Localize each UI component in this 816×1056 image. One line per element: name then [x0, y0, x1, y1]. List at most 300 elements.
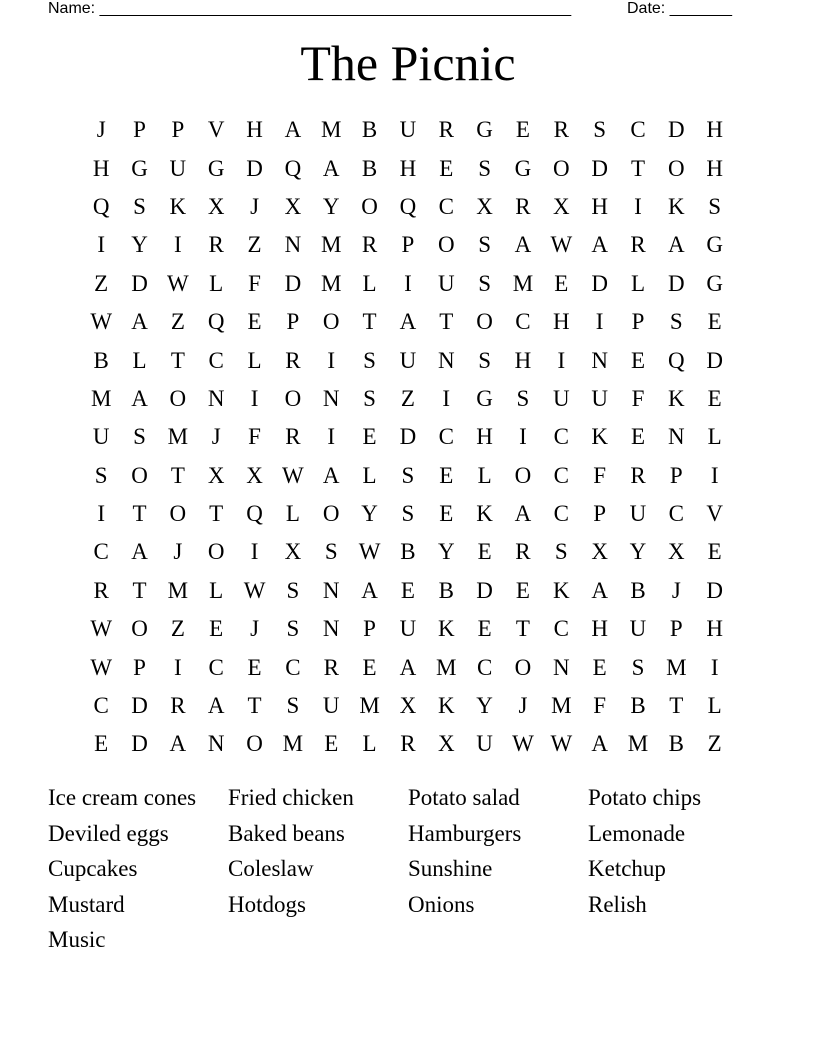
grid-letter[interactable]: S: [593, 117, 607, 143]
grid-letter[interactable]: M: [321, 270, 342, 296]
grid-letter[interactable]: I: [519, 424, 527, 450]
grid-letter[interactable]: R: [93, 577, 109, 603]
grid-letter[interactable]: E: [515, 117, 530, 143]
grid-letter[interactable]: O: [514, 654, 532, 680]
grid-letter[interactable]: P: [286, 309, 300, 335]
grid-letter[interactable]: S: [363, 347, 376, 373]
grid-letter[interactable]: U: [399, 347, 417, 373]
grid-letter[interactable]: C: [515, 309, 531, 335]
grid-letter[interactable]: R: [285, 347, 301, 373]
grid-letter[interactable]: D: [131, 731, 148, 757]
grid-letter[interactable]: S: [631, 654, 645, 680]
grid-letter[interactable]: T: [132, 577, 147, 603]
grid-letter[interactable]: D: [284, 270, 302, 296]
grid-letter[interactable]: K: [437, 616, 455, 642]
grid-letter[interactable]: K: [552, 577, 570, 603]
grid-letter[interactable]: E: [515, 577, 530, 603]
grid-letter[interactable]: P: [133, 654, 146, 680]
grid-letter[interactable]: U: [552, 385, 570, 411]
grid-letter[interactable]: I: [404, 270, 412, 296]
grid-letter[interactable]: C: [553, 462, 569, 488]
grid-row: [82, 457, 734, 495]
grid-letter[interactable]: I: [442, 385, 451, 411]
grid-letter[interactable]: I: [557, 347, 566, 373]
grid-letter[interactable]: F: [593, 462, 607, 488]
grid-letter[interactable]: S: [324, 539, 338, 565]
grid-letter[interactable]: W: [90, 309, 113, 335]
grid-letter[interactable]: Z: [170, 616, 185, 642]
grid-letter[interactable]: E: [400, 577, 415, 603]
grid-letter[interactable]: N: [591, 347, 608, 373]
grid-letter[interactable]: J: [173, 539, 183, 565]
grid-letter[interactable]: N: [437, 347, 455, 373]
grid-letter[interactable]: O: [131, 462, 148, 488]
grid-letter[interactable]: W: [90, 616, 113, 642]
grid-letter[interactable]: M: [666, 654, 687, 680]
grid-letter[interactable]: S: [478, 155, 491, 181]
grid-letter[interactable]: S: [133, 424, 146, 450]
grid-letter[interactable]: P: [401, 232, 415, 258]
grid-letter[interactable]: L: [362, 270, 377, 296]
grid-letter[interactable]: M: [627, 731, 649, 757]
grid-letter[interactable]: J: [671, 577, 681, 603]
grid-letter[interactable]: A: [131, 309, 148, 335]
grid-letter[interactable]: B: [630, 693, 646, 719]
grid-letter[interactable]: O: [246, 731, 263, 757]
grid-letter[interactable]: E: [94, 731, 109, 757]
grid-letter[interactable]: O: [169, 385, 187, 411]
grid-letter[interactable]: J: [211, 424, 221, 450]
grid-letter[interactable]: R: [515, 193, 531, 219]
grid-letter[interactable]: W: [550, 232, 573, 258]
grid-letter[interactable]: L: [630, 270, 646, 296]
grid-letter[interactable]: B: [361, 155, 378, 181]
grid-letter[interactable]: V: [706, 501, 723, 527]
grid-letter[interactable]: M: [167, 577, 189, 603]
grid-letter[interactable]: U: [322, 693, 340, 719]
grid-letter[interactable]: E: [630, 424, 646, 450]
grid-letter[interactable]: E: [477, 616, 492, 642]
grid-letter[interactable]: M: [321, 232, 342, 258]
grid-letter[interactable]: X: [399, 693, 417, 719]
grid-letter[interactable]: L: [477, 462, 492, 488]
grid-letter[interactable]: H: [591, 193, 608, 219]
grid-letter[interactable]: I: [250, 385, 259, 411]
grid-letter[interactable]: R: [438, 117, 454, 143]
grid-letter[interactable]: V: [207, 117, 225, 143]
grid-letter[interactable]: E: [247, 309, 262, 335]
grid-letter[interactable]: T: [439, 309, 454, 335]
grid-letter[interactable]: S: [516, 385, 530, 411]
grid-letter[interactable]: U: [169, 155, 187, 181]
grid-letter[interactable]: I: [174, 654, 182, 680]
grid-letter[interactable]: R: [515, 539, 531, 565]
grid-letter[interactable]: D: [131, 693, 148, 719]
grid-letter[interactable]: O: [131, 616, 148, 642]
grid-letter[interactable]: E: [362, 654, 377, 680]
grid-letter[interactable]: S: [133, 193, 146, 219]
grid-letter[interactable]: X: [591, 539, 608, 565]
grid-letter[interactable]: R: [630, 462, 646, 488]
grid-letter[interactable]: C: [93, 539, 109, 565]
grid-letter[interactable]: L: [209, 270, 224, 296]
grid-letter[interactable]: E: [592, 654, 607, 680]
grid-letter[interactable]: E: [439, 462, 454, 488]
grid-letter[interactable]: T: [132, 501, 147, 527]
date-field-label[interactable]: Date: _______: [627, 0, 732, 17]
grid-letter[interactable]: U: [92, 424, 110, 450]
grid-letter[interactable]: B: [93, 347, 109, 373]
grid-letter[interactable]: H: [591, 616, 608, 642]
grid-letter[interactable]: E: [554, 270, 569, 296]
grid-letter[interactable]: T: [170, 347, 185, 373]
grid-letter[interactable]: I: [97, 232, 105, 258]
grid-letter[interactable]: C: [208, 347, 224, 373]
grid-letter[interactable]: J: [518, 693, 528, 719]
grid-letter[interactable]: L: [707, 424, 722, 450]
grid-letter[interactable]: E: [362, 424, 377, 450]
grid-letter[interactable]: C: [553, 424, 569, 450]
grid-letter[interactable]: F: [248, 424, 261, 450]
grid-letter[interactable]: J: [96, 117, 106, 143]
grid-letter[interactable]: X: [207, 462, 225, 488]
grid-letter[interactable]: K: [169, 193, 187, 219]
grid-letter[interactable]: C: [630, 117, 646, 143]
grid-letter[interactable]: D: [399, 424, 417, 450]
grid-letter[interactable]: L: [285, 501, 300, 527]
grid-letter[interactable]: Y: [131, 232, 148, 258]
grid-letter[interactable]: D: [591, 270, 608, 296]
grid-letter[interactable]: M: [282, 731, 304, 757]
grid-letter[interactable]: E: [707, 385, 722, 411]
grid-letter[interactable]: I: [174, 232, 182, 258]
grid-letter[interactable]: W: [512, 731, 534, 757]
grid-letter[interactable]: P: [363, 616, 376, 642]
grid-letter[interactable]: A: [131, 539, 148, 565]
grid-letter[interactable]: C: [93, 693, 109, 719]
grid-letter[interactable]: T: [515, 616, 530, 642]
grid-letter[interactable]: A: [284, 117, 302, 143]
grid-letter[interactable]: C: [438, 193, 454, 219]
grid-letter[interactable]: C: [553, 501, 569, 527]
grid-letter[interactable]: G: [476, 117, 493, 143]
grid-letter[interactable]: A: [591, 232, 608, 258]
grid-letter[interactable]: J: [250, 193, 260, 219]
grid-letter[interactable]: C: [476, 654, 493, 680]
grid-letter[interactable]: G: [706, 270, 723, 296]
grid-letter[interactable]: S: [363, 385, 376, 411]
grid-letter[interactable]: A: [207, 693, 225, 719]
grid-letter[interactable]: P: [631, 309, 645, 335]
grid-letter[interactable]: X: [246, 462, 263, 488]
grid-letter[interactable]: N: [284, 232, 302, 258]
name-field-label[interactable]: Name: _____________________________________________________: [48, 0, 572, 17]
grid-letter[interactable]: E: [439, 501, 454, 527]
grid-letter[interactable]: M: [167, 424, 189, 450]
grid-letter[interactable]: Z: [170, 309, 185, 335]
grid-letter[interactable]: A: [591, 577, 608, 603]
grid-letter[interactable]: G: [476, 385, 493, 411]
grid-letter[interactable]: S: [401, 501, 415, 527]
grid-letter[interactable]: O: [552, 155, 570, 181]
grid-letter[interactable]: R: [361, 232, 378, 258]
grid-letter[interactable]: M: [512, 270, 534, 296]
grid-letter[interactable]: L: [247, 347, 262, 373]
grid-letter[interactable]: R: [630, 232, 646, 258]
grid-letter[interactable]: D: [668, 270, 685, 296]
grid-letter[interactable]: K: [476, 501, 493, 527]
grid-letter[interactable]: X: [437, 731, 455, 757]
grid-letter[interactable]: D: [476, 577, 493, 603]
grid-letter[interactable]: I: [327, 424, 336, 450]
grid-letter[interactable]: L: [209, 577, 224, 603]
grid-letter[interactable]: Q: [246, 501, 263, 527]
grid-letter[interactable]: E: [707, 539, 722, 565]
grid-letter[interactable]: U: [399, 616, 417, 642]
grid-letter[interactable]: P: [171, 117, 185, 143]
grid-letter[interactable]: S: [554, 539, 568, 565]
grid-letter[interactable]: S: [94, 462, 108, 488]
grid-letter[interactable]: W: [167, 270, 189, 296]
grid-letter[interactable]: X: [284, 193, 302, 219]
grid-letter[interactable]: Q: [92, 193, 110, 219]
grid-letter[interactable]: H: [706, 616, 723, 642]
grid-letter[interactable]: W: [282, 462, 304, 488]
grid-letter[interactable]: X: [552, 193, 570, 219]
grid-letter[interactable]: O: [514, 462, 532, 488]
grid-letter[interactable]: N: [322, 577, 340, 603]
grid-letter[interactable]: A: [361, 577, 378, 603]
grid-letter[interactable]: F: [593, 693, 607, 719]
grid-letter[interactable]: D: [706, 577, 723, 603]
grid-letter[interactable]: B: [630, 577, 646, 603]
grid-letter[interactable]: M: [90, 385, 112, 411]
grid-letter[interactable]: L: [132, 347, 147, 373]
grid-letter[interactable]: N: [322, 616, 340, 642]
grid-letter[interactable]: O: [322, 309, 340, 335]
grid-letter[interactable]: A: [322, 462, 340, 488]
grid-letter[interactable]: I: [97, 501, 105, 527]
grid-letter[interactable]: Z: [400, 385, 415, 411]
grid-letter[interactable]: P: [669, 616, 683, 642]
grid-letter[interactable]: Q: [668, 347, 685, 373]
grid-row: [82, 418, 734, 456]
grid-letter[interactable]: F: [631, 385, 645, 411]
grid-letter[interactable]: S: [478, 347, 491, 373]
grid-letter[interactable]: H: [92, 155, 110, 181]
grid-letter[interactable]: D: [668, 117, 685, 143]
grid-letter[interactable]: S: [478, 232, 491, 258]
grid-letter[interactable]: T: [170, 462, 185, 488]
grid-letter[interactable]: A: [399, 309, 417, 335]
grid-letter[interactable]: E: [324, 731, 339, 757]
grid-letter[interactable]: E: [707, 309, 722, 335]
grid-letter[interactable]: Q: [284, 155, 302, 181]
grid-letter[interactable]: E: [477, 539, 492, 565]
grid-letter[interactable]: T: [669, 693, 684, 719]
grid-letter[interactable]: Y: [629, 539, 647, 565]
grid-letter[interactable]: O: [668, 155, 685, 181]
grid-letter[interactable]: T: [362, 309, 377, 335]
grid-letter[interactable]: O: [361, 193, 378, 219]
grid-letter[interactable]: B: [361, 117, 378, 143]
grid-letter[interactable]: Y: [437, 539, 455, 565]
word-list-item: Coleslaw: [228, 856, 314, 881]
grid-letter[interactable]: E: [247, 654, 262, 680]
grid-letter[interactable]: I: [327, 347, 336, 373]
word-list-item: Hotdogs: [228, 891, 306, 917]
grid-letter[interactable]: U: [629, 616, 647, 642]
grid-letter[interactable]: U: [476, 731, 493, 757]
grid-letter[interactable]: X: [284, 539, 302, 565]
grid-letter[interactable]: R: [400, 731, 416, 757]
grid-letter[interactable]: O: [322, 501, 340, 527]
grid-letter[interactable]: G: [131, 155, 148, 181]
grid-letter[interactable]: I: [595, 309, 604, 335]
grid-letter[interactable]: S: [286, 693, 300, 719]
grid-letter[interactable]: K: [668, 385, 685, 411]
grid-letter[interactable]: U: [399, 117, 417, 143]
grid-letter[interactable]: D: [591, 155, 608, 181]
grid-letter[interactable]: L: [362, 462, 377, 488]
grid-letter[interactable]: F: [248, 270, 261, 296]
grid-letter[interactable]: I: [710, 462, 719, 488]
grid-letter[interactable]: W: [243, 577, 266, 603]
grid-letter[interactable]: C: [553, 616, 569, 642]
grid-letter[interactable]: B: [668, 731, 684, 757]
grid-letter[interactable]: X: [668, 539, 685, 565]
grid-letter[interactable]: H: [514, 347, 532, 373]
grid-letter[interactable]: T: [209, 501, 224, 527]
grid-letter[interactable]: N: [668, 424, 685, 450]
grid-letter[interactable]: S: [401, 462, 415, 488]
grid-letter[interactable]: A: [591, 731, 608, 757]
word-list-item: Lemonade: [588, 820, 686, 846]
grid-letter[interactable]: U: [591, 385, 608, 411]
grid-letter[interactable]: Y: [361, 501, 378, 527]
grid-letter[interactable]: X: [207, 193, 225, 219]
grid-letter[interactable]: I: [634, 193, 642, 219]
grid-letter[interactable]: C: [438, 424, 454, 450]
grid-letter[interactable]: J: [250, 616, 260, 642]
grid-letter[interactable]: T: [247, 693, 262, 719]
grid-letter[interactable]: Y: [322, 193, 340, 219]
grid-letter[interactable]: C: [668, 501, 684, 527]
grid-row: [82, 265, 734, 303]
grid-letter[interactable]: A: [169, 731, 187, 757]
grid-letter[interactable]: Y: [476, 693, 493, 719]
grid-letter[interactable]: P: [669, 462, 683, 488]
grid-letter[interactable]: C: [285, 654, 301, 680]
grid-letter[interactable]: L: [362, 731, 377, 757]
grid-letter[interactable]: M: [321, 117, 342, 143]
grid-letter[interactable]: E: [209, 616, 224, 642]
letter-grid: [82, 111, 734, 764]
grid-row: [82, 149, 734, 187]
grid-letter[interactable]: H: [706, 155, 723, 181]
grid-letter[interactable]: L: [707, 693, 722, 719]
grid-letter[interactable]: G: [207, 155, 225, 181]
grid-letter[interactable]: Q: [399, 193, 417, 219]
grid-letter[interactable]: B: [438, 577, 454, 603]
grid-letter[interactable]: W: [550, 731, 573, 757]
grid-letter[interactable]: S: [708, 193, 722, 219]
grid-letter[interactable]: S: [286, 577, 300, 603]
grid-letter[interactable]: A: [322, 155, 340, 181]
grid-letter[interactable]: T: [630, 155, 646, 181]
grid-letter[interactable]: M: [359, 693, 380, 719]
grid-letter[interactable]: N: [207, 385, 225, 411]
grid-letter[interactable]: C: [208, 654, 224, 680]
grid-letter[interactable]: G: [514, 155, 532, 181]
grid-letter[interactable]: O: [207, 539, 225, 565]
grid-letter[interactable]: O: [284, 385, 302, 411]
grid-letter[interactable]: R: [285, 424, 301, 450]
grid-letter[interactable]: R: [208, 232, 224, 258]
grid-letter[interactable]: A: [131, 385, 148, 411]
grid-letter[interactable]: A: [514, 232, 532, 258]
grid-letter[interactable]: K: [437, 693, 455, 719]
grid-letter[interactable]: M: [551, 693, 572, 719]
grid-letter[interactable]: U: [629, 501, 647, 527]
grid-letter[interactable]: D: [246, 155, 263, 181]
grid-letter[interactable]: S: [478, 270, 491, 296]
grid-letter[interactable]: N: [207, 731, 225, 757]
grid-letter[interactable]: B: [400, 539, 416, 565]
grid-letter[interactable]: P: [593, 501, 607, 527]
grid-letter[interactable]: Z: [94, 270, 109, 296]
grid-letter[interactable]: D: [706, 347, 723, 373]
grid-letter[interactable]: O: [437, 232, 455, 258]
grid-letter[interactable]: R: [553, 117, 569, 143]
grid-letter[interactable]: S: [286, 616, 300, 642]
grid-letter[interactable]: G: [706, 232, 723, 258]
grid-letter[interactable]: M: [436, 654, 457, 680]
grid-letter[interactable]: H: [246, 117, 263, 143]
grid-letter[interactable]: R: [323, 654, 339, 680]
grid-letter[interactable]: K: [591, 424, 608, 450]
grid-letter[interactable]: X: [476, 193, 493, 219]
grid-letter[interactable]: D: [131, 270, 148, 296]
grid-letter[interactable]: H: [552, 309, 570, 335]
grid-letter[interactable]: Z: [247, 232, 262, 258]
grid-letter[interactable]: E: [630, 347, 646, 373]
grid-letter[interactable]: R: [170, 693, 186, 719]
grid-letter[interactable]: U: [437, 270, 455, 296]
grid-letter[interactable]: O: [476, 309, 493, 335]
grid-letter[interactable]: I: [710, 654, 719, 680]
grid-letter[interactable]: Q: [207, 309, 225, 335]
grid-letter[interactable]: N: [322, 385, 340, 411]
grid-letter[interactable]: I: [250, 539, 259, 565]
grid-letter[interactable]: W: [358, 539, 381, 565]
grid-letter[interactable]: A: [668, 232, 685, 258]
grid-letter[interactable]: P: [133, 117, 146, 143]
grid-letter[interactable]: N: [552, 654, 570, 680]
grid-letter[interactable]: O: [169, 501, 187, 527]
grid-letter[interactable]: A: [399, 654, 417, 680]
grid-letter[interactable]: K: [668, 193, 685, 219]
grid-letter[interactable]: E: [439, 155, 454, 181]
grid-letter[interactable]: A: [514, 501, 532, 527]
grid-letter[interactable]: W: [90, 654, 113, 680]
grid-letter[interactable]: S: [669, 309, 683, 335]
grid-letter[interactable]: H: [706, 117, 723, 143]
grid-row: [82, 341, 734, 379]
grid-letter[interactable]: H: [476, 424, 493, 450]
grid-letter[interactable]: H: [399, 155, 417, 181]
grid-letter[interactable]: Z: [707, 731, 722, 757]
